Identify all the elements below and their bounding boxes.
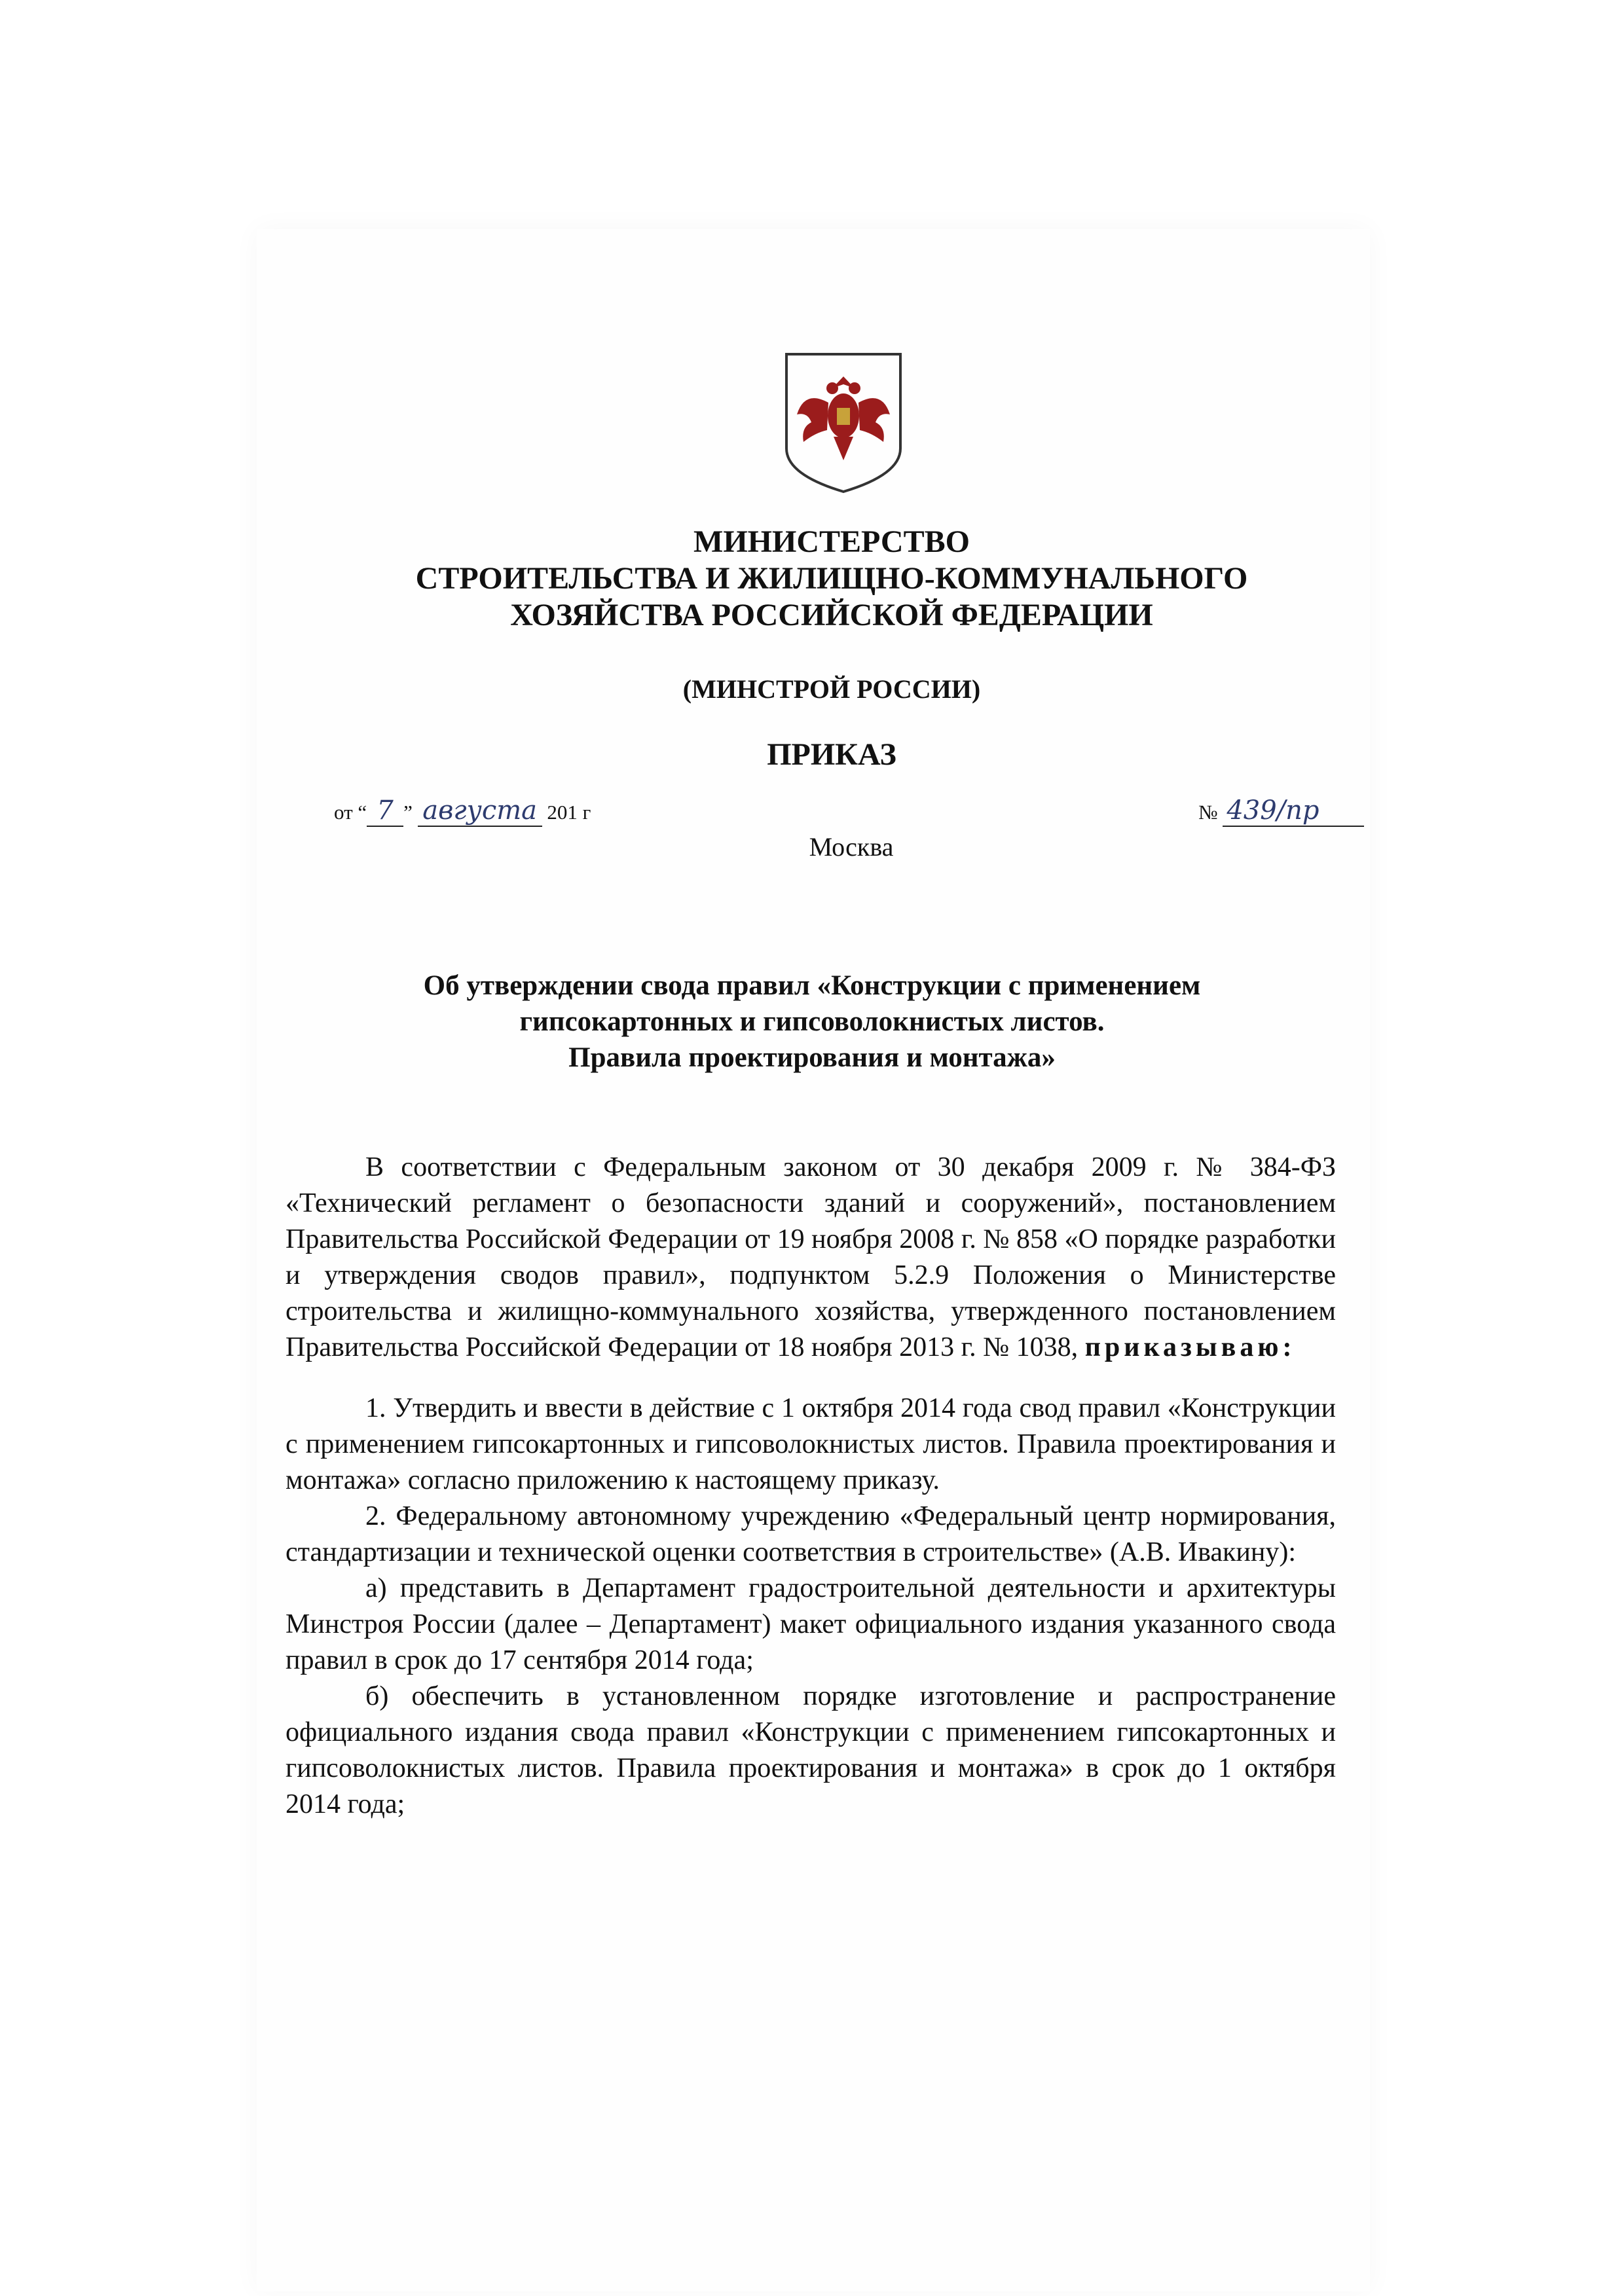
date-prefix: от “ (334, 801, 367, 824)
document-type: ПРИКАЗ (767, 737, 896, 772)
city: Москва (809, 832, 894, 862)
date-day: 7 (367, 795, 403, 827)
order-item: 2. Федеральному автономному учреждению «Федеральный центр нормирования, стандартизации и технической оценки соответствия в строительстве» (А.В. Ивакину): (286, 1501, 1336, 1567)
date-year: 201 (547, 801, 578, 824)
number-value: 439/пр (1223, 795, 1364, 827)
title-line: Об утверждении свода правил «Конструкции с применением (423, 970, 1201, 1001)
order-title (341, 968, 1283, 1076)
order-items (286, 1391, 1336, 1823)
ministry-name-line: СТРОИТЕЛЬСТВА И ЖИЛИЩНО-КОММУНАЛЬНОГО (415, 561, 1248, 596)
ministry-name-line: ХОЗЯЙСТВА РОССИЙСКОЙ ФЕДЕРАЦИИ (510, 598, 1153, 632)
order-item: б) обеспечить в установленном порядке изготовление и распространение официального издания свода правил «Конструкции с применением гипсокартонных и гипсоволокнистых листов. Правила проектирования и монтажа» в срок до 1 октября 2014 года; (286, 1681, 1336, 1819)
title-line: гипсокартонных и гипсоволокнистых листов. (519, 1006, 1105, 1037)
preamble (286, 1150, 1336, 1366)
coat-of-arms-icon (781, 350, 906, 496)
date-suffix: г (582, 801, 591, 824)
order-date (334, 795, 591, 827)
order-number (1198, 795, 1364, 827)
directive: приказываю: (1084, 1332, 1296, 1362)
ministry-name-line: МИНИСТЕРСТВО (693, 524, 970, 559)
date-month: августа (418, 795, 542, 827)
ministry-name (354, 524, 1310, 634)
preamble-text: В соответствии с Федеральным законом от 30 декабря 2009 г. № 384-ФЗ «Технический регламент о безопасности зданий и сооружений», постановлением Правительства Российской Федерации от 19 ноября 2008 г. № 858 «О порядке разработки и утверждения сводов правил», подпунктом 5.2.9 Положения о Министерстве строительства и жилищно-коммунального хозяйства, утвержденного постановлением Правительства Российской Федерации от 18 ноября 2013 г. № 1038, (286, 1152, 1336, 1362)
number-label: № (1198, 801, 1218, 824)
order-item: а) представить в Департамент градостроительной деятельности и архитектуры Минстроя России (далее – Департамент) макет официального издания указанного свода правил в срок до 17 сентября 2014 года; (286, 1573, 1336, 1675)
order-item: 1. Утвердить и ввести в действие с 1 октября 2014 года свод правил «Конструкции с применением гипсокартонных и гипсоволокнистых листов. Правила проектирования и монтажа» согласно приложению к настоящему приказу. (286, 1393, 1336, 1495)
date-mid: ” (403, 801, 413, 824)
title-line: Правила проектирования и монтажа» (568, 1042, 1056, 1073)
preamble-paragraph (286, 1150, 1336, 1366)
ministry-short-name: (МИНСТРОЙ РОССИИ) (682, 674, 981, 704)
